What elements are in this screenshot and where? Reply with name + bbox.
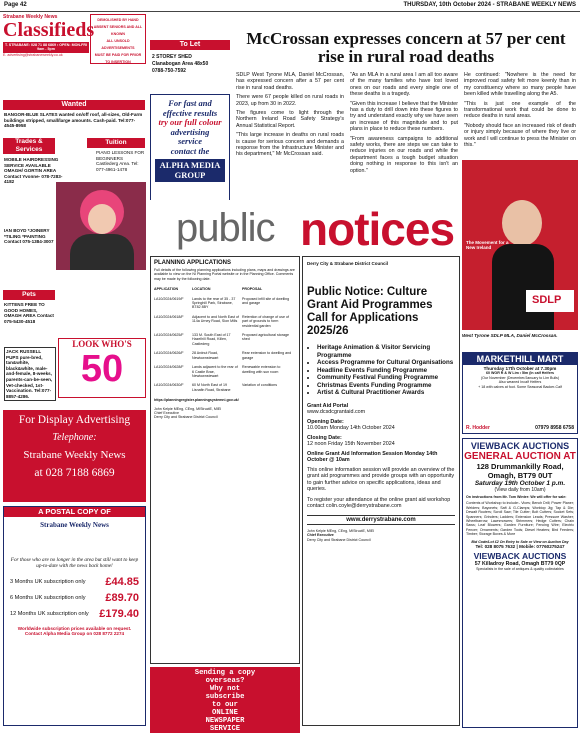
programme-item: • Community Festival Funding Programme <box>317 374 455 382</box>
planning-cell-loc: Lands to the rear of 35 - 37 Springhill Park, Strabane, BT82 8BY <box>192 296 236 310</box>
postal-foot-2: Contact Alpha Media Group on 028 8772 2274 <box>24 631 125 637</box>
article-para: "Nobody should face an increased risk of death or injury simply because of where they live or work and I will continue to press the Minister on this." <box>464 122 576 149</box>
mart-phone: 07979 8958 6758 <box>535 425 574 431</box>
planning-cell-app: LA10/2024/0628/F <box>154 365 184 370</box>
culture-sign-1: John Kelpie MEng, CEng, MIStructE, MIEI <box>307 529 375 534</box>
tuition-heading: Tuition <box>87 138 145 148</box>
overseas-line: to our <box>212 701 238 709</box>
planning-link[interactable]: https://planningregister.planningsystemni.gov.uk/ <box>154 398 239 403</box>
article-para: The figures come to light through the Northern Ireland Road Safety Strategy's Annual Statistical Report. <box>236 110 344 129</box>
viewback-tel: Tel: 028 8075 7632 | Mobile: 07760275247 <box>475 544 565 550</box>
alpha-line: ALPHA MEDIA <box>159 160 221 170</box>
planning-cell-app: LA10/2024/0619/F <box>154 296 184 301</box>
trades-ad: MOBILE HAIRDRESSING SERVICE AVAILABLE OMAGH/ GORTIN AREA Contact Yvonne- 078-7283-4182 <box>4 157 63 185</box>
postal-row-label: 6 Months UK subscription only <box>10 594 86 601</box>
viewback-auction-ad <box>462 438 578 728</box>
planning-cell-app: LA10/2024/0625/F <box>154 333 184 338</box>
closing-label: Closing Date: <box>307 434 342 441</box>
mla-photo <box>462 160 578 330</box>
overseas-line: subscribe <box>205 693 245 701</box>
mart-line: (Our November (December/January to Lim Bulls) <box>480 375 560 380</box>
postal-copy-ad <box>3 506 146 726</box>
mart-line: Thursday 17th October at 7.30pm <box>483 366 557 371</box>
col-location: LOCATION <box>192 287 211 292</box>
pets-heading: Pets <box>3 290 55 300</box>
viewback-items: Contents of Workshop to include:- Vices; Bench Drill; Power Planer; Welders; Bayonets; Saft & G-Clamps; Worktop Jig; Tap & Die; Dewalt Routers; Scroll Saw; Tile Cutter; Bolt Cutters; Socket Sets; Spanners; Grinders; Ladders; Extension Leads; Pressure Washer; Wheelbarrow; Lawnmowers; Strimmers; Hedge Cutters; Chain Saws; Leaf Blowers; Garden Furniture; Fencing Wire; Electric Fencer; Ornaments; Garden Tools; Diesel Heaters; Bird Feeders; Timber; Storage Boxes & More <box>466 501 574 537</box>
overseas-line: Why not <box>209 685 241 693</box>
alpha-line: service <box>177 136 203 146</box>
planning-intro: Full details of the following planning applications including plans, maps and drawings are available to view on the NI Planning Portal website or in the Planning Office. Comments may be made by the following date. <box>154 268 295 281</box>
notice-line: DEMOLISHED BY HAND <box>97 18 139 22</box>
viewback-title: VIEWBACK AUCTIONS <box>470 441 570 451</box>
planning-heading: PLANNING APPLICATIONS <box>154 260 232 266</box>
page-number: Page 42 <box>4 2 27 8</box>
planning-cell-prop: Variation of conditions <box>242 383 278 388</box>
opening-date: 10.00am Monday 14th October 2024 <box>307 424 395 431</box>
photo-sign: The Movement for a New Ireland <box>466 240 509 250</box>
culture-grant-notice <box>302 256 460 726</box>
article-headline: McCrossan expresses concern at 57 per cent rise in rural road deaths <box>246 29 566 66</box>
planning-row <box>154 351 296 360</box>
alpha-line: try our full colour <box>158 117 222 127</box>
planning-row <box>154 297 296 310</box>
alpha-line: advertising <box>170 126 210 137</box>
overseas-line: SERVICE <box>209 725 241 733</box>
planning-cell-app: LA10/2024/0630/F <box>154 383 184 388</box>
programme-item: • Access Programme for Cultural Organisations <box>317 359 455 367</box>
mart-title: MARKETHILL MART <box>463 353 577 365</box>
planning-sign-2: Chief Executive <box>154 410 179 415</box>
article-para: "Given this increase I believe that the Minister has a duty to drill down into these figures to try and understand exactly why we have seen an increase of this magnitude and to put plans in place to reduce these numbers. <box>350 100 458 133</box>
postal-row-price: £89.70 <box>105 591 139 604</box>
tuition-ad: PIANO LESSONS FOR BEGINNERS Castlederg Area. Tel: 077-4961-1478 <box>96 150 145 172</box>
strabane-logo <box>35 521 115 555</box>
council-site[interactable]: www.derrystrabane.com <box>307 515 455 525</box>
planning-cell-app: LA10/2024/0618/F <box>154 314 184 319</box>
notice-line: ABSENT SENIORS AND ALL KNOWN <box>93 25 143 36</box>
planning-row <box>154 365 296 378</box>
logo-word: Strabane Weekly News <box>40 521 109 529</box>
planning-row <box>154 383 296 392</box>
classifieds-contact: T. STRABANE: 028 71 88 6869 • OPEN: MON-FRI 9am - 5pm <box>3 42 89 53</box>
look-whos-label: LOOK WHO'S <box>72 339 132 349</box>
postal-row <box>4 588 145 604</box>
article-para: He continued: "Nowhere is the need for improved road safety felt more keenly than in my constituency where so many people have been killed while travelling along the A5. <box>464 72 576 98</box>
viewback-foot-title: VIEWBACK AUCTIONS <box>473 551 567 562</box>
postal-lead: For those who are no longer in the area but still want to keep up-to-date with the news back home! <box>10 557 139 570</box>
alpha-media-ad <box>150 94 230 204</box>
culture-programmes-list <box>317 344 455 397</box>
planning-cell-prop: Retention of change of use of part of grounds to form residential garden <box>242 314 289 328</box>
planning-cell-prop: Proposed infill site of dwelling and garage <box>242 296 290 306</box>
alpha-line: GROUP <box>174 169 206 180</box>
planning-cell-loc: Adjacent to and North East of 114a Urney Road, Sion Mills <box>192 314 239 324</box>
mart-line: 60 WOR R & W Lim • 5lm (In calf Heifers <box>486 371 554 376</box>
programme-item: • Christmas Events Funding Programme <box>317 382 455 390</box>
viewback-foot-addr: 57 Killadroy Road, Omagh BT79 0QP <box>474 561 566 568</box>
planning-sign-3: Derry City and Strabane District Council <box>154 415 218 420</box>
trades-heading: Trades & Services <box>3 138 55 154</box>
closing-date: 12 noon Friday 15th November 2024 <box>307 440 395 447</box>
planning-cell-loc: Lands adjacent to the rear of 6 Castle Brae, Newtownstewart <box>192 365 238 378</box>
viewback-when: Saturday 19th October 1 p.m. <box>474 480 566 487</box>
postal-row-label: 12 Months UK subscription only <box>10 610 89 617</box>
postal-row-price: £179.40 <box>99 607 139 620</box>
mart-logo: R. Hodder <box>466 425 490 431</box>
jack-russell-ad: JACK RUSSELL PUPS pure-bred, tan&white, black&white, male-and-female, 8-weeks, parents-can-be-seen, Vet-checked, 1st-Vaccination. Tel:077-8857-4286. <box>4 347 56 401</box>
look-whos-50-ad <box>58 338 146 398</box>
planning-row <box>154 333 296 346</box>
public-notices-banner <box>150 200 460 254</box>
article-column-1 <box>236 72 344 161</box>
planning-cell-prop: Rear extension to dwelling and garage <box>242 351 292 360</box>
viewback-addr-1: 128 Drummankilly Road, <box>476 462 564 471</box>
planning-cell-prop: Renewable extension to dwelling with sun room <box>242 365 281 374</box>
to-let-ad: 2 STOREY SHED Clanabogan Area 48x50 0788-750-7592 <box>152 54 209 74</box>
overseas-line: NEWSPAPER <box>205 717 245 725</box>
opening-label: Opening Date: <box>307 418 344 425</box>
photo-caption: West Tyrone SDLP MLA, Daniel McCrossan. <box>462 333 558 338</box>
notice-line: ALL UNSOLD ADVERTISEMENTS <box>101 39 135 50</box>
alpha-line: For fast and <box>168 98 212 108</box>
planning-applications-notice <box>150 256 300 664</box>
postal-row <box>4 572 145 588</box>
session-description: This online information session will provide an overview of the grant aid programmes and provide groups with an opportunity to gain further advice on specific applications, ideas and queries. <box>307 466 455 493</box>
programme-item: • Headline Events Funding Programme <box>317 367 455 375</box>
mart-footer <box>466 425 574 431</box>
viewback-foot-note: Specialists in the sale of antiques & quality collectables <box>476 567 564 572</box>
culture-sign-2: Chief Executive <box>307 533 334 538</box>
classifieds-email: E. advertising@strabaneweekly.co.uk <box>3 52 63 57</box>
alpha-line: contact the <box>170 145 210 156</box>
planning-cell-loc: 28 Ardnut Road, Newtownstewart <box>192 351 219 360</box>
mart-line: Also weaned Incalf Heifers <box>498 380 542 385</box>
overseas-subscription-ad <box>150 667 300 733</box>
viewback-instructions: On instructions from Mr. Tom Winter: We will offer for sale: <box>466 495 567 499</box>
article-para: "This large increase in deaths on rural roads is cause for serious concern and demands a response from the Infrastructure Minister and his department," Mr McCrossan said. <box>236 132 344 158</box>
planning-sign-1: John Kelpie MEng, CEng, MIStructE, MIEI <box>154 406 222 411</box>
classifieds-brand: Strabane Weekly News <box>3 14 58 20</box>
planning-cell-loc: 133 M. South East of 17 Hazelhill Road, Killen, Castlederg <box>192 333 231 346</box>
kittens-ad: KITTENS FREE TO GOOD HOMES, OMAGH AREA Contact 075-5430-4518 <box>4 302 54 324</box>
council-logo: Derry City & Strabane District Council <box>307 261 389 266</box>
grant-portal-label: Grant Aid Portal <box>307 402 349 409</box>
article-para: "This is just one example of the transformational work that could be done to reduce deaths in rural areas. <box>464 100 576 120</box>
programme-item: • Heritage Animation & Visitor Servicing Programme <box>317 344 455 359</box>
article-para: "From awareness campaigns to additional safety works, there are steps we can take to reduce injuries on our roads and while the department faces a tough budget situation doing nothing in response to this isn't an option." <box>350 135 458 174</box>
overseas-line: ONLINE <box>212 709 238 717</box>
to-let-heading: To Let <box>150 40 230 50</box>
page-header <box>0 0 580 12</box>
viewback-view: (View daily from 10am) <box>494 487 546 493</box>
markethill-mart-ad <box>462 352 578 434</box>
culture-title: Public Notice: Culture Grant Aid Programmes Call for Applications 2025/26 <box>307 286 433 337</box>
public-word: public <box>176 206 275 250</box>
viewback-footer: Bid Code/Lot £2 On Entry to Sale or View on Auction Day <box>471 539 569 544</box>
planning-cell-app: LA10/2024/0626/F <box>154 351 184 356</box>
article-para: SDLP West Tyrone MLA, Daniel McCrossan, has expressed concern after a 57 per cent rise in rural road deaths. <box>236 72 344 91</box>
register-text: To register your attendance at the online grant aid workshop contact colin.coyle@derrystrabane.com <box>307 496 451 510</box>
mart-line: + 18 with calves at foot. Some Seasonal Backer-Calf <box>478 384 562 389</box>
display-line-1: For Display Advertising <box>18 414 131 426</box>
viewback-addr-2: Omagh, BT79 0UT <box>487 471 553 480</box>
article-para: "As an MLA in a rural area I am all too aware of the many families who have lost loved ones on our roads and every single one of these deaths is a tragedy. <box>350 72 458 98</box>
alpha-group <box>155 159 225 182</box>
article-column-2 <box>350 72 458 177</box>
classifieds-title: Classifieds <box>3 19 95 41</box>
article-para: There were 67 people killed on rural roads in 2023, up from 30 in 2022. <box>236 94 344 107</box>
postal-heading: A POSTAL COPY OF <box>4 507 145 517</box>
grant-portal-url[interactable]: www.dcsdcgrantaid.com <box>307 408 366 415</box>
culture-sign-3: Derry City and Strabane District Council <box>307 537 371 542</box>
overseas-line: overseas? <box>205 677 245 685</box>
display-line-4: at 028 7188 6869 <box>34 467 115 479</box>
postal-row-label: 3 Months UK subscription only <box>10 578 86 585</box>
postal-foot-1: Worldwide subscription prices available on request. <box>17 625 132 631</box>
fifty-number: 50 <box>80 348 124 390</box>
display-line-2: Telephone: <box>52 432 97 443</box>
planning-table-body <box>154 297 296 393</box>
planning-cell-loc: 60 M North East of 19 Lisnafin Road, Strabane <box>192 383 231 392</box>
notice-line: MUST BE PAID FOR PRIOR TO INSERTION <box>94 53 142 64</box>
planning-table-header <box>154 287 296 291</box>
alpha-line: effective results <box>162 107 218 118</box>
ian-boyd-ad: IAN BOYD *JOINERY *TILING *PAINTING Contact 075-1384-3007 <box>4 228 54 245</box>
postal-row-price: £44.85 <box>105 575 139 588</box>
mart-details <box>463 365 577 391</box>
overseas-line: Sending a copy <box>194 669 256 677</box>
hairdresser-photo <box>56 182 146 270</box>
sdlp-logo-text: SDLP <box>532 294 562 306</box>
wanted-heading: Wanted <box>3 100 145 110</box>
classifieds-notice-box <box>90 14 146 64</box>
programme-item: • Artist & Cultural Practitioner Awards <box>317 389 455 397</box>
wanted-ad: BANGOR-BLUE SLATES wanted on/off roof, all-sizes, Old-Farm buildings stripped, small/large amounts. Cash-paid. Tel:077-4545-8958 <box>4 112 143 129</box>
info-session: Online Grant Aid Information Session Monday 14th October @ 10am <box>307 450 438 463</box>
viewback-sub: GENERAL AUCTION AT <box>464 451 576 462</box>
postal-row <box>4 604 145 620</box>
issue-date: THURSDAY, 10th October 2024 - STRABANE WEEKLY NEWS <box>403 2 576 8</box>
notices-word: notices <box>300 203 455 255</box>
article-column-3 <box>464 72 576 151</box>
planning-cell-prop: Proposed agricultural storage shed <box>242 333 289 342</box>
col-application: APPLICATION <box>154 287 179 292</box>
display-advertising-ad <box>3 410 146 502</box>
display-line-3: Strabane Weekly News <box>23 449 126 461</box>
col-proposal: PROPOSAL <box>242 287 263 292</box>
planning-row <box>154 315 296 328</box>
classifieds-masthead <box>3 14 95 64</box>
sdlp-logo <box>526 290 574 312</box>
